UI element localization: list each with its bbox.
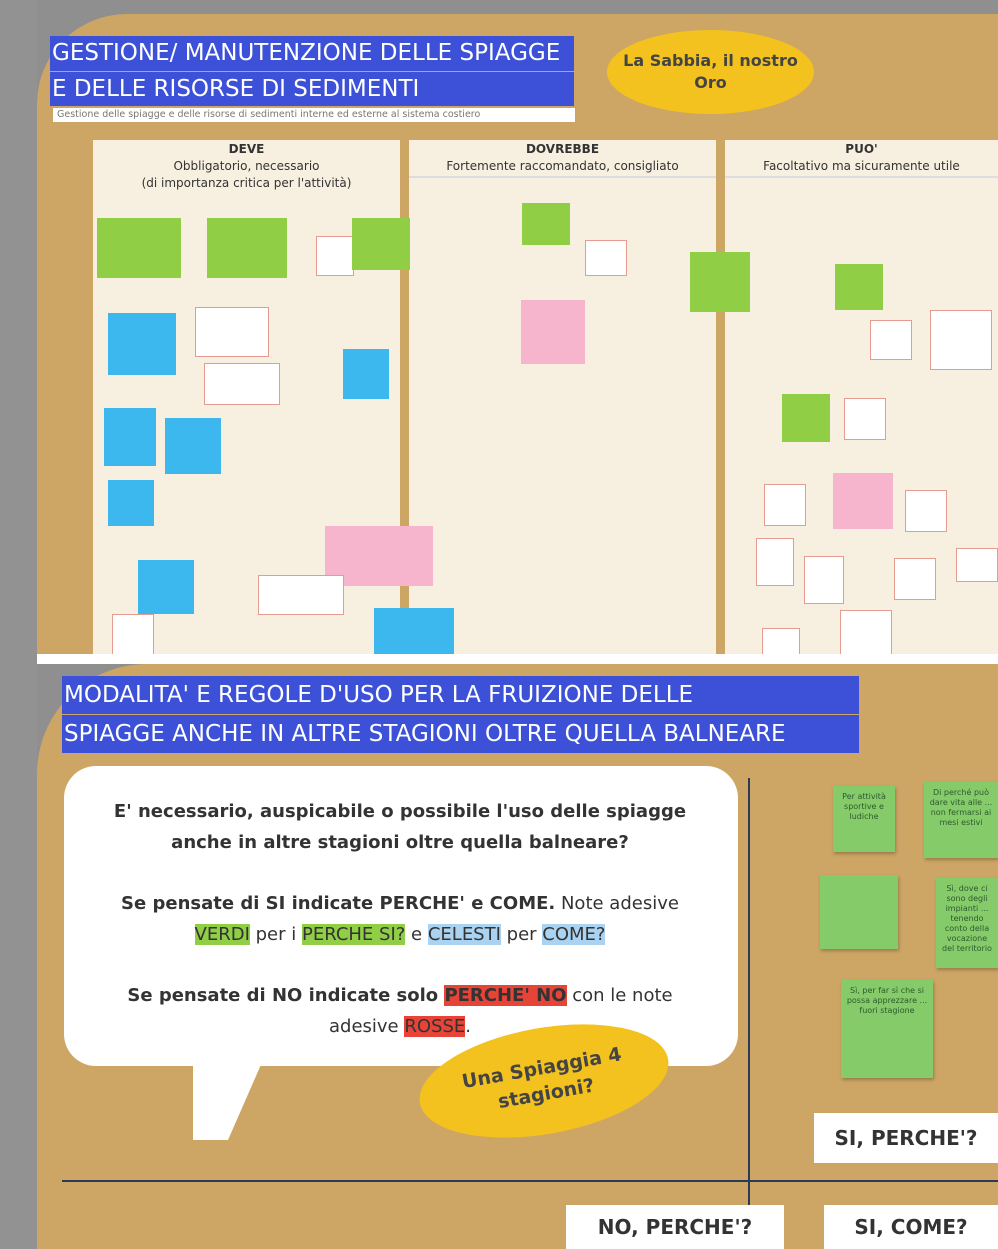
sticky-note-blue[interactable] bbox=[138, 560, 194, 614]
header-divider bbox=[409, 176, 716, 178]
board-edge bbox=[0, 0, 37, 654]
label-si-come: SI, COME? bbox=[824, 1205, 998, 1249]
instructions-yes: Se pensate di SI indicate PERCHE' e COME. Note adesive VERDI per i PERCHE SI? e CELESTI per COME? bbox=[121, 893, 679, 945]
board-title-line2: E DELLE RISORSE DI SEDIMENTI bbox=[50, 72, 574, 106]
sticky-note-white[interactable] bbox=[756, 538, 794, 586]
badge-spiaggia-4-stagioni: Una Spiaggia 4 stagioni? bbox=[411, 1007, 678, 1155]
sticky-note-green[interactable] bbox=[690, 252, 750, 312]
sticky-note-blue[interactable] bbox=[104, 408, 156, 466]
sticky-note-white[interactable] bbox=[195, 307, 269, 357]
speech-bubble-tail bbox=[193, 1060, 263, 1140]
board-title-line2: SPIAGGE ANCHE IN ALTRE STAGIONI OLTRE QUELLA BALNEARE bbox=[62, 715, 859, 753]
sticky-note-blue[interactable] bbox=[108, 313, 176, 375]
sticky-note-blue[interactable] bbox=[343, 349, 389, 399]
sticky-note-green[interactable] bbox=[820, 875, 898, 949]
badge-la-sabbia: La Sabbia, il nostro Oro bbox=[607, 30, 814, 114]
sticky-note-white[interactable] bbox=[844, 398, 886, 440]
label-si-perche: SI, PERCHE'? bbox=[814, 1113, 998, 1163]
sticky-note-white[interactable] bbox=[204, 363, 280, 405]
board-subtitle: Gestione delle spiagge e delle risorse di sedimenti interne ed esterne al sistema costiero bbox=[53, 108, 575, 122]
board-title-line1: MODALITA' E REGOLE D'USO PER LA FRUIZIONE DELLE bbox=[62, 676, 859, 714]
sticky-note-white[interactable] bbox=[762, 628, 800, 656]
board-title-line1: GESTIONE/ MANUTENZIONE DELLE SPIAGGE bbox=[50, 36, 574, 71]
sticky-note-white[interactable] bbox=[764, 484, 806, 526]
column-header-puo: PUO' Facoltativo ma sicuramente utile bbox=[763, 142, 960, 173]
sticky-note-green[interactable] bbox=[97, 218, 181, 278]
sticky-note-white[interactable] bbox=[258, 575, 344, 615]
sticky-note-blue[interactable] bbox=[108, 480, 154, 526]
column-header-deve: DEVE Obbligatorio, necessario (di importanza critica per l'attività) bbox=[141, 142, 352, 190]
sticky-note-pink[interactable] bbox=[833, 473, 893, 529]
sticky-note-white[interactable] bbox=[804, 556, 844, 604]
sticky-note-green[interactable]: Sì, dove ci sono degli impianti ... tenendo conto della vocazione del territorio bbox=[936, 878, 998, 968]
sticky-note-white[interactable] bbox=[894, 558, 936, 600]
sticky-note-white[interactable] bbox=[112, 614, 154, 656]
sticky-note-white[interactable] bbox=[905, 490, 947, 532]
quadrant-horizontal-line bbox=[62, 1180, 998, 1182]
sticky-note-green[interactable] bbox=[522, 203, 570, 245]
sticky-note-green[interactable] bbox=[782, 394, 830, 442]
sticky-note-green[interactable]: Di perché può dare vita alle ... non fermarsi ai mesi estivi bbox=[924, 782, 998, 858]
question-text: E' necessario, auspicabile o possibile l'uso delle spiagge anche in altre stagioni oltre quella balneare? bbox=[113, 801, 687, 853]
header-divider bbox=[725, 176, 998, 178]
divider bbox=[0, 654, 998, 664]
sticky-note-pink[interactable] bbox=[521, 300, 585, 364]
sticky-note-green[interactable] bbox=[207, 218, 287, 278]
quadrant-vertical-line bbox=[748, 778, 750, 1249]
sticky-note-white[interactable] bbox=[316, 236, 354, 276]
column-header-dovrebbe: DOVREBBE Fortemente raccomandato, consigliato bbox=[446, 142, 679, 173]
sticky-note-green[interactable] bbox=[835, 264, 883, 310]
sticky-note-white[interactable] bbox=[956, 548, 998, 582]
board-edge bbox=[0, 654, 37, 1249]
label-no-perche: NO, PERCHE'? bbox=[566, 1205, 784, 1249]
sticky-note-white[interactable] bbox=[870, 320, 912, 360]
sticky-note-green[interactable]: Sì, per far sì che si possa apprezzare ... fuori stagione bbox=[841, 980, 933, 1078]
sticky-note-white[interactable] bbox=[930, 310, 992, 370]
instructions-no: Se pensate di NO indicate solo PERCHE' NO con le note adesive ROSSE. bbox=[127, 985, 673, 1037]
sticky-note-green[interactable]: Per attività sportive e ludiche bbox=[833, 786, 895, 852]
sticky-note-blue[interactable] bbox=[165, 418, 221, 474]
sticky-note-white[interactable] bbox=[840, 610, 892, 656]
sticky-note-white[interactable] bbox=[585, 240, 627, 276]
sticky-note-blue[interactable] bbox=[374, 608, 454, 654]
sticky-note-green[interactable] bbox=[352, 218, 410, 270]
